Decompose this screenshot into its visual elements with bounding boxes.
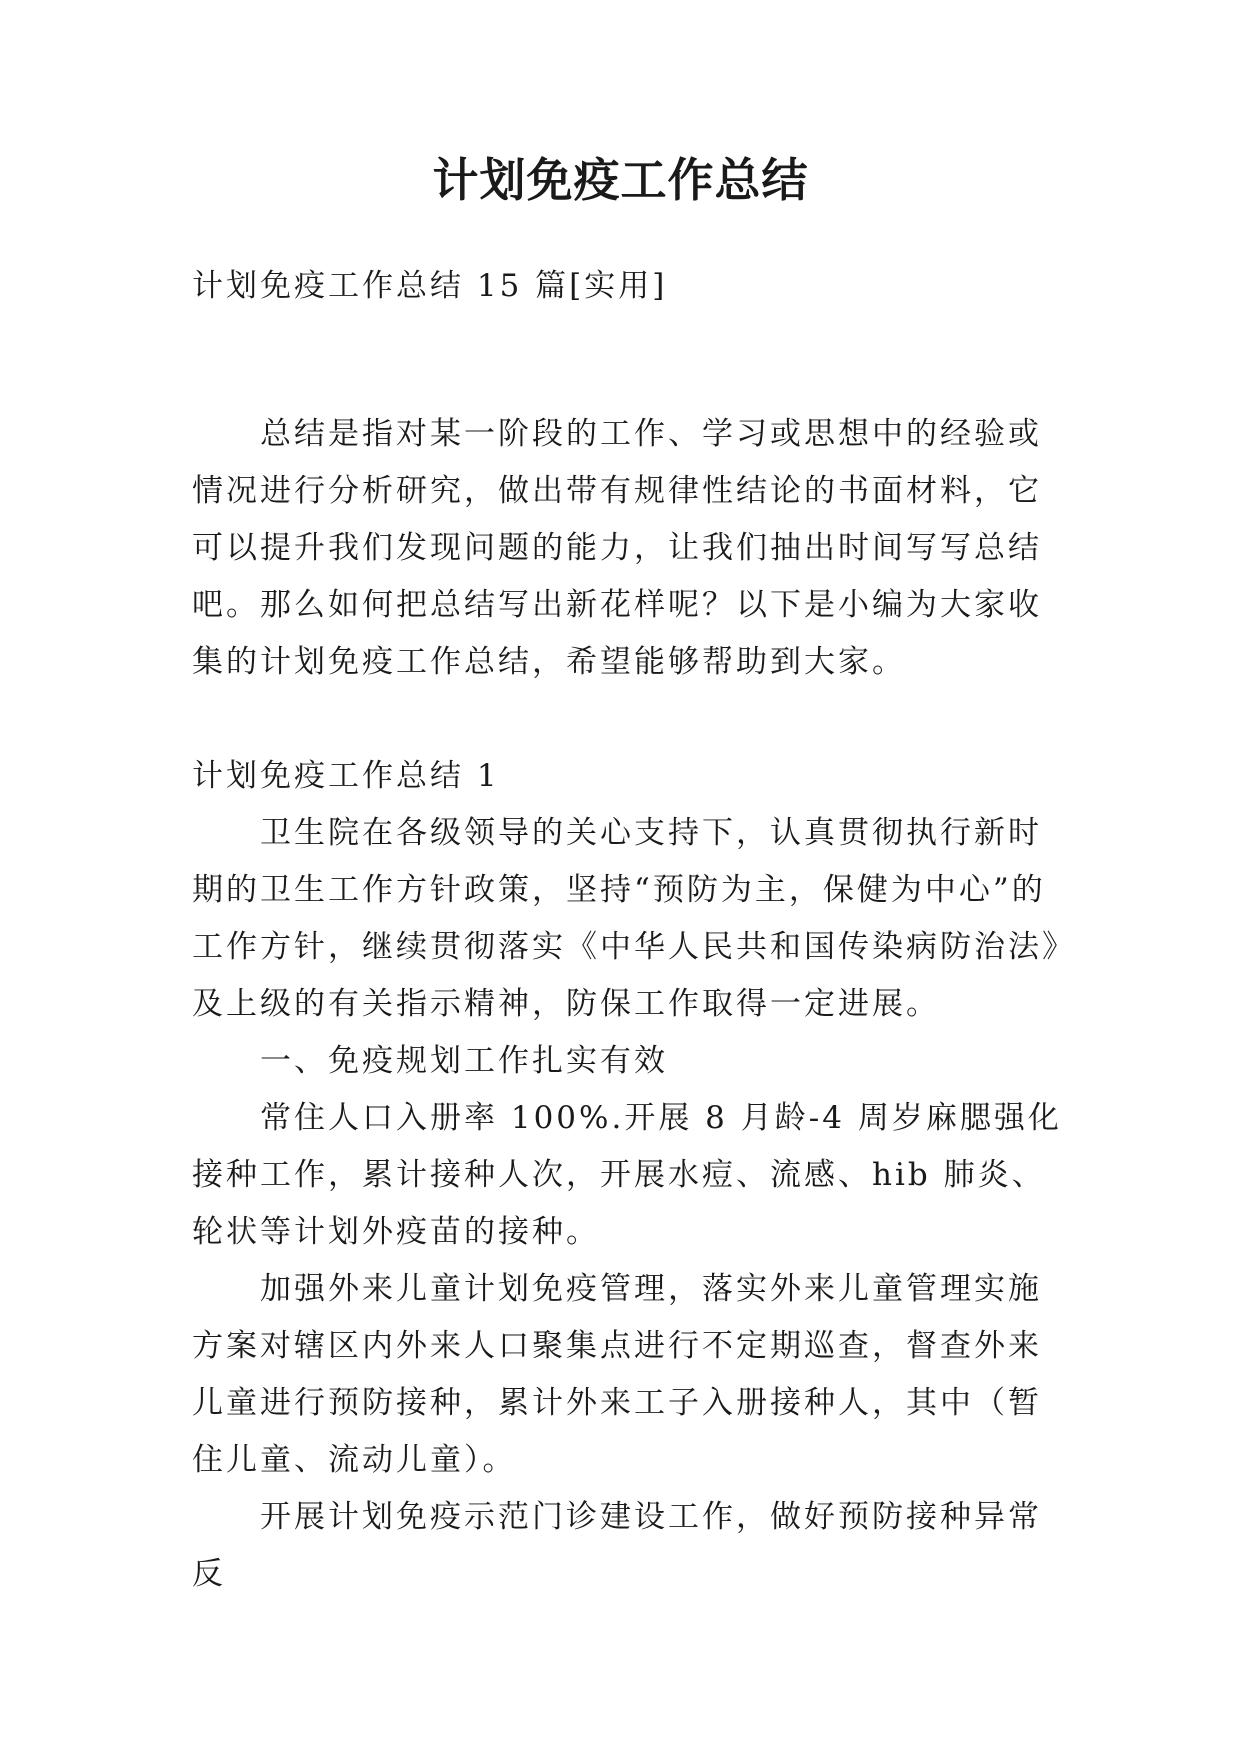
intro-section xyxy=(192,406,1062,691)
document-title: 计划免疫工作总结 xyxy=(432,153,809,207)
paragraph-3: 常住人口入册率 100%.开展 8 月龄-4 周岁麻腮强化接种工作，累计接种人次，开展水痘、流感、hib 肺炎、轮状等计划外疫苗的接种。 xyxy=(192,1100,1062,1250)
intro-paragraph: 总结是指对某一阶段的工作、学习或思想中的经验或情况进行分析研究，做出带有规律性结论的书面材料，它可以提升我们发现问题的能力，让我们抽出时间写写总结吧。那么如何把总结写出新花样呢？以下是小编为大家收集的计划免疫工作总结，希望能够帮助到大家。 xyxy=(192,416,1042,680)
paragraph-1: 卫生院在各级领导的关心支持下，认真贯彻执行新时期的卫生工作方针政策，坚持“预防为主，保健为中心”的工作方针，继续贯彻落实《中华人民共和国传染病防治法》及上级的有关指示精神，防保工作取得一定进展。 xyxy=(192,815,1061,1022)
paragraph-5: 开展计划免疫示范门诊建设工作，做好预防接种异常反 xyxy=(192,1499,1042,1592)
document-subtitle: 计划免疫工作总结 15 篇[实用] xyxy=(192,268,668,304)
section-heading: 计划免疫工作总结 1 xyxy=(192,758,500,794)
paragraph-4: 加强外来儿童计划免疫管理，落实外来儿童管理实施方案对辖区内外来人口聚集点进行不定期巡查，督查外来儿童进行预防接种，累计外来工子入册接种人，其中（暂住儿童、流动儿童）。 xyxy=(192,1271,1042,1478)
main-section xyxy=(192,748,1062,1603)
paragraph-2: 一、免疫规划工作扎实有效 xyxy=(260,1043,668,1079)
